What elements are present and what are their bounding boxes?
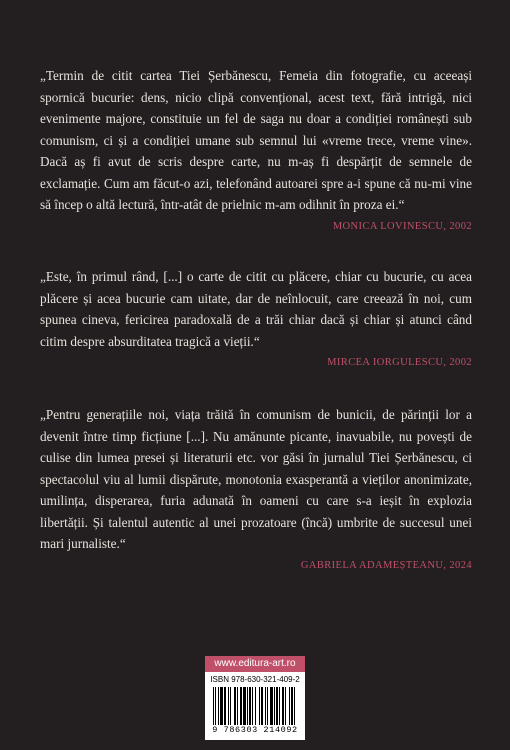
barcode-bar [261,687,263,725]
barcode-bar [294,687,295,725]
barcode-bar [220,687,223,725]
barcode-bar [291,687,293,725]
quote-monica-lovinescu [40,65,472,232]
barcode-bar [279,687,280,725]
barcode-bar [265,687,266,725]
barcode-bar [224,687,226,725]
barcode-bar [213,687,214,725]
quote-author: GABRIELA ADAMEȘTEANU, 2024 [300,559,472,571]
barcode-panel [205,656,305,740]
barcode-bar [274,687,275,725]
publisher-website[interactable]: www.editura-art.ro [205,656,305,672]
quote-text: „Termin de citit cartea Tiei Șerbănescu, Femeia din fotografie, cu aceeași spornică bucurie: dens, nicio clipă convențional, acest text, fără intrigă, nici evenimente majore, constituie un fel de saga nu doar a condiției românești sub comunism, ci și a condiției umane sub semnul lui «vreme trece, vreme vine». Dacă aș fi avut de scris despre carte, nu m-aș fi despărțit de semnele de exclamație. Cum am făcut-o azi, telefonând autoarei spre a-i spune că nu-mi vine să încep o altă lectură, într-atât de prielnic m-am odihnit în proza ei.“ [40,68,472,212]
isbn-number: ISBN 978-630-321-409-2 [210,675,300,684]
quote-author: MONICA LOVINESCU, 2002 [332,220,472,232]
barcode-bar [249,687,251,725]
barcode-bar [259,687,260,725]
quote-mircea-iorgulescu [40,266,472,368]
barcode-bar [228,687,229,725]
quote-author: MIRCEA IORGULESCU, 2002 [327,357,472,368]
barcode-bar [285,687,286,725]
barcode-bar [270,687,273,725]
barcode-bar [230,687,231,725]
barcode-bar [276,687,278,725]
barcode-bar [234,687,236,725]
barcode-bar [255,687,256,725]
barcode-bar [247,687,248,725]
barcode-bar [215,687,216,725]
barcode-bar [282,687,284,725]
barcode-bar [289,687,290,725]
barcode-bar [237,687,238,725]
barcode-bar [240,687,242,725]
quote-text: „Este, în primul rând, [...] o carte de citit cu plăcere, chiar cu bucurie, cu acea plăcere și acea bucurie cam uitate, dar de neînlocuit, care creează în noi, cum spunea cineva, fericirea paradoxală de a trăi chiar dacă și chiar și atunci când citim despre absurditatea tragică a vieții.“ [40,269,472,349]
barcode-bar [267,687,268,725]
barcode-bar [218,687,219,725]
barcode-bar [252,687,253,725]
barcode-bar [243,687,246,725]
quote-gabriela-adamesteanu [40,404,472,571]
quote-text: „Pentru generațiile noi, viața trăită în comunism de bunicii, de părinții lor a devenit între timp ficțiune [...]. Nu amănunte picante, inavuabile, nu povești de culise din lumea presei și literaturii etc. vor găsi în jurnalul Tiei Șerbănescu, ci spectacolul viu al lumii dispărute, monotonia exasperantă a vieților anonimizate, umilința, disperarea, furia adunată în oameni cu care s-a ieșit în explozia libertății. Și talentul autentic al unei prozatoare (încă) umbrite de succesul unei mari jurnaliste.“ [40,407,472,551]
barcode-area [205,672,305,740]
barcode-icon [213,687,297,725]
barcode-digits: 9 786303 214092 [212,725,298,735]
